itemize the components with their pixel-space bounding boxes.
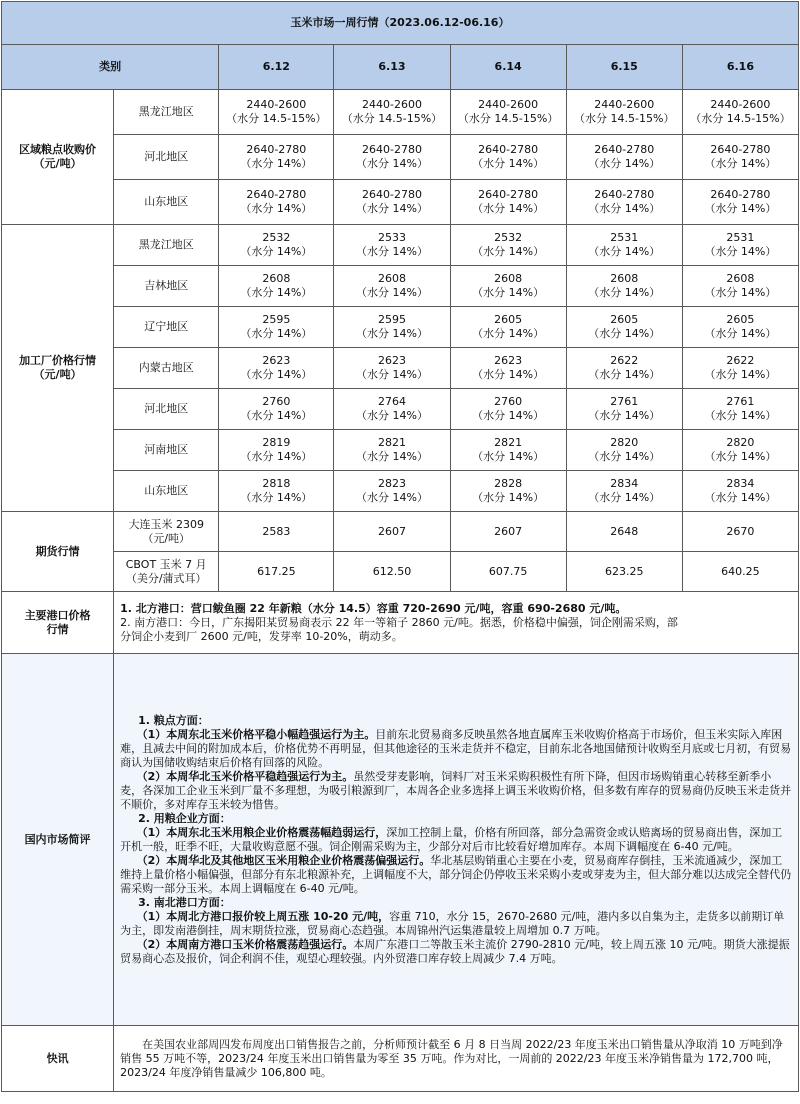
moisture-note: （水分 14%） — [704, 491, 777, 504]
contract-name-line1: 大连玉米 2309 — [128, 517, 204, 531]
price-value: 2440-2600 — [594, 98, 655, 111]
price-cell — [450, 471, 566, 512]
analysis-row — [2, 654, 799, 1026]
moisture-note: （水分 14%） — [356, 491, 428, 504]
price-value: 2623 — [262, 354, 291, 367]
futures-price-cell: 640.25 — [682, 552, 798, 592]
factory-row — [2, 348, 799, 389]
price-cell — [682, 135, 798, 180]
moisture-note: （水分 14%） — [240, 491, 313, 504]
price-value: 2640-2780 — [710, 143, 771, 156]
moisture-note: （水分 14%） — [356, 157, 428, 170]
price-value: 2440-2600 — [710, 98, 771, 111]
price-cell — [450, 348, 566, 389]
price-cell — [334, 430, 450, 471]
moisture-note: （水分 14%） — [588, 157, 661, 170]
moisture-note: （水分 14%） — [472, 491, 545, 504]
price-value: 2640-2780 — [594, 143, 655, 156]
factory-row — [2, 471, 799, 512]
contract-name — [114, 552, 219, 592]
price-value: 2640-2780 — [246, 188, 307, 201]
price-value: 2532 — [262, 231, 291, 244]
section-heading-grain-points: 1. 粮点方面： — [138, 713, 209, 727]
price-value: 2622 — [726, 354, 755, 367]
price-value: 2760 — [262, 395, 291, 408]
region-name: 山东地区 — [114, 180, 219, 225]
factory-price-label — [2, 225, 114, 512]
price-cell — [682, 180, 798, 225]
moisture-note: （水分 14%） — [240, 450, 313, 463]
ports-row — [2, 592, 799, 654]
price-value: 2820 — [726, 436, 755, 449]
price-cell — [566, 135, 682, 180]
moisture-note: （水分 14%） — [240, 409, 313, 422]
moisture-note: （水分 14%） — [588, 491, 661, 504]
analysis-para-1-heading: （1）本周东北玉米价格平稳小幅趋强运行为主。 — [136, 727, 376, 741]
price-value: 2608 — [494, 272, 523, 285]
news-label: 快讯 — [2, 1026, 114, 1092]
section-label-line1: 加工厂价格行情 — [19, 354, 97, 367]
price-cell — [682, 471, 798, 512]
moisture-note: （水分 14%） — [472, 245, 545, 258]
price-value: 2531 — [726, 231, 755, 244]
moisture-note: （水分 14%） — [588, 202, 661, 215]
date-header: 6.16 — [682, 45, 798, 90]
price-cell — [682, 307, 798, 348]
price-cell — [219, 348, 334, 389]
price-value: 2818 — [262, 477, 291, 490]
price-value: 2531 — [610, 231, 639, 244]
region-name: 河北地区 — [114, 389, 219, 430]
futures-price-cell: 607.75 — [450, 552, 566, 592]
moisture-note: （水分 14%） — [356, 450, 428, 463]
analysis-para-2-body: 虽然受芽麦影响，饲料厂对玉米采购积极性有所下降，但因市场购销重心转移至新季小麦，各深加工企业玉米到厂量不多理想，为吸引粮源到厂，本周各企业多选择上调玉米收购价格，但多数有库存的贸易商仍反映玉米走货并不顺价，多对库存玉米较为惜售。 — [120, 769, 792, 811]
price-cell — [566, 266, 682, 307]
price-value: 2640-2780 — [478, 188, 539, 201]
contract-name-line1: CBOT 玉米 7 月 — [125, 557, 207, 571]
futures-price-cell: 2670 — [682, 512, 798, 552]
region-name: 内蒙古地区 — [114, 348, 219, 389]
analysis-para-6 — [120, 938, 792, 966]
moisture-note: （水分 14%） — [356, 286, 428, 299]
price-value: 2533 — [377, 231, 406, 244]
price-value: 2828 — [494, 477, 523, 490]
section-heading-enterprises: 2. 用粮企业方面： — [138, 811, 231, 825]
north-port-line: 1. 北方港口：营口鲅鱼圈 22 年新粮（水分 14.5）容重 720-2690 元/吨，容重 690-2680 元/吨。 — [120, 601, 627, 615]
moisture-note: （水分 14.5-15%） — [341, 112, 443, 125]
moisture-note: （水分 14%） — [356, 327, 428, 340]
moisture-note: （水分 14%） — [240, 202, 313, 215]
price-value: 2640-2780 — [710, 188, 771, 201]
moisture-note: （水分 14%） — [704, 286, 777, 299]
factory-row — [2, 266, 799, 307]
price-value: 2608 — [262, 272, 291, 285]
moisture-note: （水分 14%） — [704, 202, 777, 215]
analysis-para-2-heading: （2）本周华北玉米价格平稳趋强运行为主。 — [136, 769, 354, 783]
price-cell — [682, 430, 798, 471]
price-value: 2640-2780 — [361, 143, 422, 156]
price-cell — [219, 135, 334, 180]
south-port-line2: 分饲企小麦到厂 2600 元/吨，发芽率 10-20%，萌动多。 — [120, 629, 403, 643]
region-name: 黑龙江地区 — [114, 90, 219, 135]
price-value: 2819 — [262, 436, 291, 449]
moisture-note: （水分 14%） — [240, 245, 313, 258]
moisture-note: （水分 14%） — [704, 327, 777, 340]
price-value: 2622 — [610, 354, 639, 367]
moisture-note: （水分 14.5-15%） — [690, 112, 791, 125]
header-row — [2, 45, 799, 90]
moisture-note: （水分 14%） — [472, 202, 545, 215]
regional-purchase-label — [2, 90, 114, 225]
analysis-para-5-body: 容重 710，水分 15，2670-2680 元/吨，港内多以自集为主，走货多以前期订单为主，即发南港倒挂，周末期货拉涨，贸易商心态趋强。本周锦州汽运集港量较上周增加 0.7 万吨。 — [120, 909, 785, 937]
price-cell — [219, 266, 334, 307]
moisture-note: （水分 14%） — [472, 409, 545, 422]
analysis-para-4 — [120, 854, 792, 896]
date-header: 6.15 — [566, 45, 682, 90]
analysis-text — [114, 654, 799, 1026]
price-value: 2608 — [377, 272, 406, 285]
futures-price-cell: 612.50 — [334, 552, 450, 592]
price-value: 2605 — [610, 313, 639, 326]
price-value: 2440-2600 — [246, 98, 307, 111]
futures-price-cell: 2607 — [334, 512, 450, 552]
analysis-para-1 — [120, 728, 792, 770]
price-cell — [219, 430, 334, 471]
moisture-note: （水分 14%） — [588, 286, 661, 299]
price-value: 2640-2780 — [361, 188, 422, 201]
price-cell — [566, 225, 682, 266]
price-cell — [450, 307, 566, 348]
price-cell — [450, 389, 566, 430]
region-name: 河南地区 — [114, 430, 219, 471]
price-value: 2820 — [610, 436, 639, 449]
moisture-note: （水分 14%） — [356, 368, 428, 381]
regional-row — [2, 90, 799, 135]
moisture-note: （水分 14%） — [240, 368, 313, 381]
analysis-para-5 — [120, 910, 792, 938]
moisture-note: （水分 14%） — [472, 368, 545, 381]
price-cell — [334, 90, 450, 135]
analysis-label: 国内市场简评 — [2, 654, 114, 1026]
price-cell — [566, 430, 682, 471]
price-cell — [219, 389, 334, 430]
futures-price-cell: 623.25 — [566, 552, 682, 592]
price-value: 2821 — [377, 436, 406, 449]
title-row — [2, 2, 799, 45]
regional-row — [2, 135, 799, 180]
ports-text — [114, 592, 799, 654]
price-cell — [334, 135, 450, 180]
price-cell — [682, 389, 798, 430]
price-cell — [334, 389, 450, 430]
contract-unit: （美分/蒲式耳） — [125, 571, 207, 585]
moisture-note: （水分 14%） — [240, 157, 313, 170]
futures-price-cell: 2648 — [566, 512, 682, 552]
price-cell — [219, 180, 334, 225]
price-cell — [219, 225, 334, 266]
price-cell — [219, 90, 334, 135]
price-cell — [450, 90, 566, 135]
ports-label — [2, 592, 114, 654]
price-value: 2532 — [494, 231, 523, 244]
price-cell — [566, 389, 682, 430]
contract-unit: （元/吨） — [142, 531, 191, 545]
factory-row — [2, 430, 799, 471]
moisture-note: （水分 14%） — [356, 245, 428, 258]
price-cell — [682, 266, 798, 307]
price-value: 2760 — [494, 395, 523, 408]
price-value: 2623 — [377, 354, 406, 367]
price-value: 2821 — [494, 436, 523, 449]
price-cell — [450, 135, 566, 180]
futures-row — [2, 552, 799, 592]
price-cell — [450, 266, 566, 307]
price-cell — [334, 307, 450, 348]
market-table — [1, 1, 799, 1092]
price-value: 2764 — [377, 395, 406, 408]
analysis-para-5-heading: （1）本周北方港口报价较上周五涨 10-20 元/吨， — [136, 909, 390, 923]
price-cell — [682, 90, 798, 135]
moisture-note: （水分 14%） — [472, 327, 545, 340]
price-value: 2761 — [726, 395, 755, 408]
moisture-note: （水分 14%） — [588, 409, 661, 422]
price-value: 2834 — [726, 477, 755, 490]
price-cell — [566, 90, 682, 135]
factory-row — [2, 389, 799, 430]
analysis-para-3 — [120, 826, 792, 854]
moisture-note: （水分 14%） — [588, 327, 661, 340]
price-cell — [219, 307, 334, 348]
price-cell — [566, 307, 682, 348]
date-header: 6.12 — [219, 45, 334, 90]
category-header: 类别 — [2, 45, 219, 90]
price-value: 2605 — [726, 313, 755, 326]
section-heading-ports: 3. 南北港口方面： — [138, 895, 231, 909]
region-name: 河北地区 — [114, 135, 219, 180]
price-value: 2440-2600 — [478, 98, 539, 111]
futures-label: 期货行情 — [2, 512, 114, 592]
price-cell — [450, 430, 566, 471]
analysis-para-6-heading: （2）本周南方港口玉米价格震荡趋强运行。 — [136, 937, 354, 951]
analysis-para-6-body: 本周广东港口二等散玉米主流价 2790-2810 元/吨，较上周五涨 10 元/吨。期货大涨提振贸易商心态及报价，饲企利润不佳，观望心理较强。内外贸港口库存较上周减少 7.4 万吨。 — [120, 937, 790, 965]
price-value: 2640-2780 — [594, 188, 655, 201]
regional-row — [2, 180, 799, 225]
analysis-para-4-body: 华北基层购销重心主要在小麦，贸易商库存倒挂，玉米流通减少，深加工维持上量价格小幅偏强，但部分有东北粮源补充，上调幅度不大，部分饲企仍停收玉米采购小麦或芽麦为主，但大部分难以达成完全替代仍需采购一部分玉米。本周上调幅度在 6-40 元/吨。 — [120, 853, 792, 895]
price-value: 2823 — [377, 477, 406, 490]
moisture-note: （水分 14%） — [240, 327, 313, 340]
news-row — [2, 1026, 799, 1092]
price-cell — [682, 348, 798, 389]
moisture-note: （水分 14%） — [356, 409, 428, 422]
date-header: 6.13 — [334, 45, 450, 90]
moisture-note: （水分 14%） — [704, 368, 777, 381]
moisture-note: （水分 14%） — [356, 202, 428, 215]
price-cell — [566, 180, 682, 225]
section-label-line2: （元/吨） — [33, 368, 82, 381]
moisture-note: （水分 14.5-15%） — [226, 112, 327, 125]
price-cell — [334, 471, 450, 512]
moisture-note: （水分 14%） — [704, 245, 777, 258]
price-cell — [566, 471, 682, 512]
price-cell — [219, 471, 334, 512]
moisture-note: （水分 14%） — [588, 450, 661, 463]
price-value: 2605 — [494, 313, 523, 326]
date-header: 6.14 — [450, 45, 566, 90]
analysis-para-3-heading: （1）本周东北玉米用粮企业价格震荡幅趋弱运行， — [136, 825, 387, 839]
moisture-note: （水分 14%） — [588, 245, 661, 258]
price-cell — [682, 225, 798, 266]
price-value: 2608 — [726, 272, 755, 285]
news-text: 在美国农业部周四发布周度出口销售报告之前，分析师预计截至 6 月 8 日当周 2022/23 年度玉米出口销售量从净取消 10 万吨到净销售 55 万吨不等，2023/24 年度玉米出口销售量为零至 35 万吨。作为对比，一周前的 2022/23 年度玉米净销售量为 172,700 吨，2023/24 年度净销售量减少 106,800 吨。 — [114, 1026, 799, 1092]
ports-label-line1: 主要港口价格 — [24, 608, 91, 622]
price-cell — [334, 180, 450, 225]
price-value: 2595 — [262, 313, 291, 326]
price-value: 2640-2780 — [246, 143, 307, 156]
price-value: 2595 — [377, 313, 406, 326]
analysis-para-2 — [120, 770, 792, 812]
futures-price-cell: 2583 — [219, 512, 334, 552]
moisture-note: （水分 14%） — [704, 450, 777, 463]
price-cell — [334, 266, 450, 307]
price-cell — [334, 348, 450, 389]
south-port-line1: 2. 南方港口：今日，广东揭阳某贸易商表示 22 年一等箱子 2860 元/吨。据悉，价格稳中偏强，饲企刚需采购，部 — [120, 615, 678, 629]
region-name: 吉林地区 — [114, 266, 219, 307]
moisture-note: （水分 14%） — [588, 368, 661, 381]
ports-label-line2: 行情 — [46, 622, 69, 636]
futures-price-cell: 617.25 — [219, 552, 334, 592]
factory-row — [2, 225, 799, 266]
price-cell — [450, 180, 566, 225]
section-label-line1: 区域粮点收购价 — [19, 143, 97, 156]
futures-row — [2, 512, 799, 552]
moisture-note: （水分 14%） — [704, 157, 777, 170]
region-name: 黑龙江地区 — [114, 225, 219, 266]
price-value: 2440-2600 — [361, 98, 422, 111]
moisture-note: （水分 14%） — [704, 409, 777, 422]
page-title: 玉米市场一周行情（2023.06.12-06.16） — [2, 2, 799, 45]
moisture-note: （水分 14%） — [472, 157, 545, 170]
price-cell — [450, 225, 566, 266]
region-name: 山东地区 — [114, 471, 219, 512]
price-value: 2834 — [610, 477, 639, 490]
section-label-line2: （元/吨） — [33, 157, 82, 170]
moisture-note: （水分 14%） — [472, 286, 545, 299]
factory-row — [2, 307, 799, 348]
analysis-para-1-body: 目前东北贸易商多反映虽然各地直属库玉米收购价格高于市场价，但玉米实际入库困难，且减去中间的附加成本后，价格优势不再明显，但其他途径的玉米走货并不稳定，目前东北各地国储预计收购至月底或七月初，有贸易商认为国储收购结束后价格有回落的风险。 — [120, 727, 792, 769]
price-value: 2608 — [610, 272, 639, 285]
region-name: 辽宁地区 — [114, 307, 219, 348]
moisture-note: （水分 14.5-15%） — [574, 112, 675, 125]
price-value: 2623 — [494, 354, 523, 367]
analysis-para-4-heading: （2）本周华北及其他地区玉米用粮企业价格震荡偏强运行。 — [136, 853, 431, 867]
futures-price-cell: 2607 — [450, 512, 566, 552]
moisture-note: （水分 14%） — [472, 450, 545, 463]
analysis-para-3-body: 深加工控制上量，价格有所回落，部分急需资金或认赔离场的贸易商出售，深加工开机一般，旺季不旺，大量收购意愿不强。饲企刚需采购为主，少部分对后市比较看好增加库存。本周下调幅度在 6-40 元/吨。 — [120, 825, 783, 853]
moisture-note: （水分 14.5-15%） — [457, 112, 559, 125]
price-cell — [566, 348, 682, 389]
price-value: 2640-2780 — [478, 143, 539, 156]
price-cell — [334, 225, 450, 266]
contract-name — [114, 512, 219, 552]
moisture-note: （水分 14%） — [240, 286, 313, 299]
price-value: 2761 — [610, 395, 639, 408]
